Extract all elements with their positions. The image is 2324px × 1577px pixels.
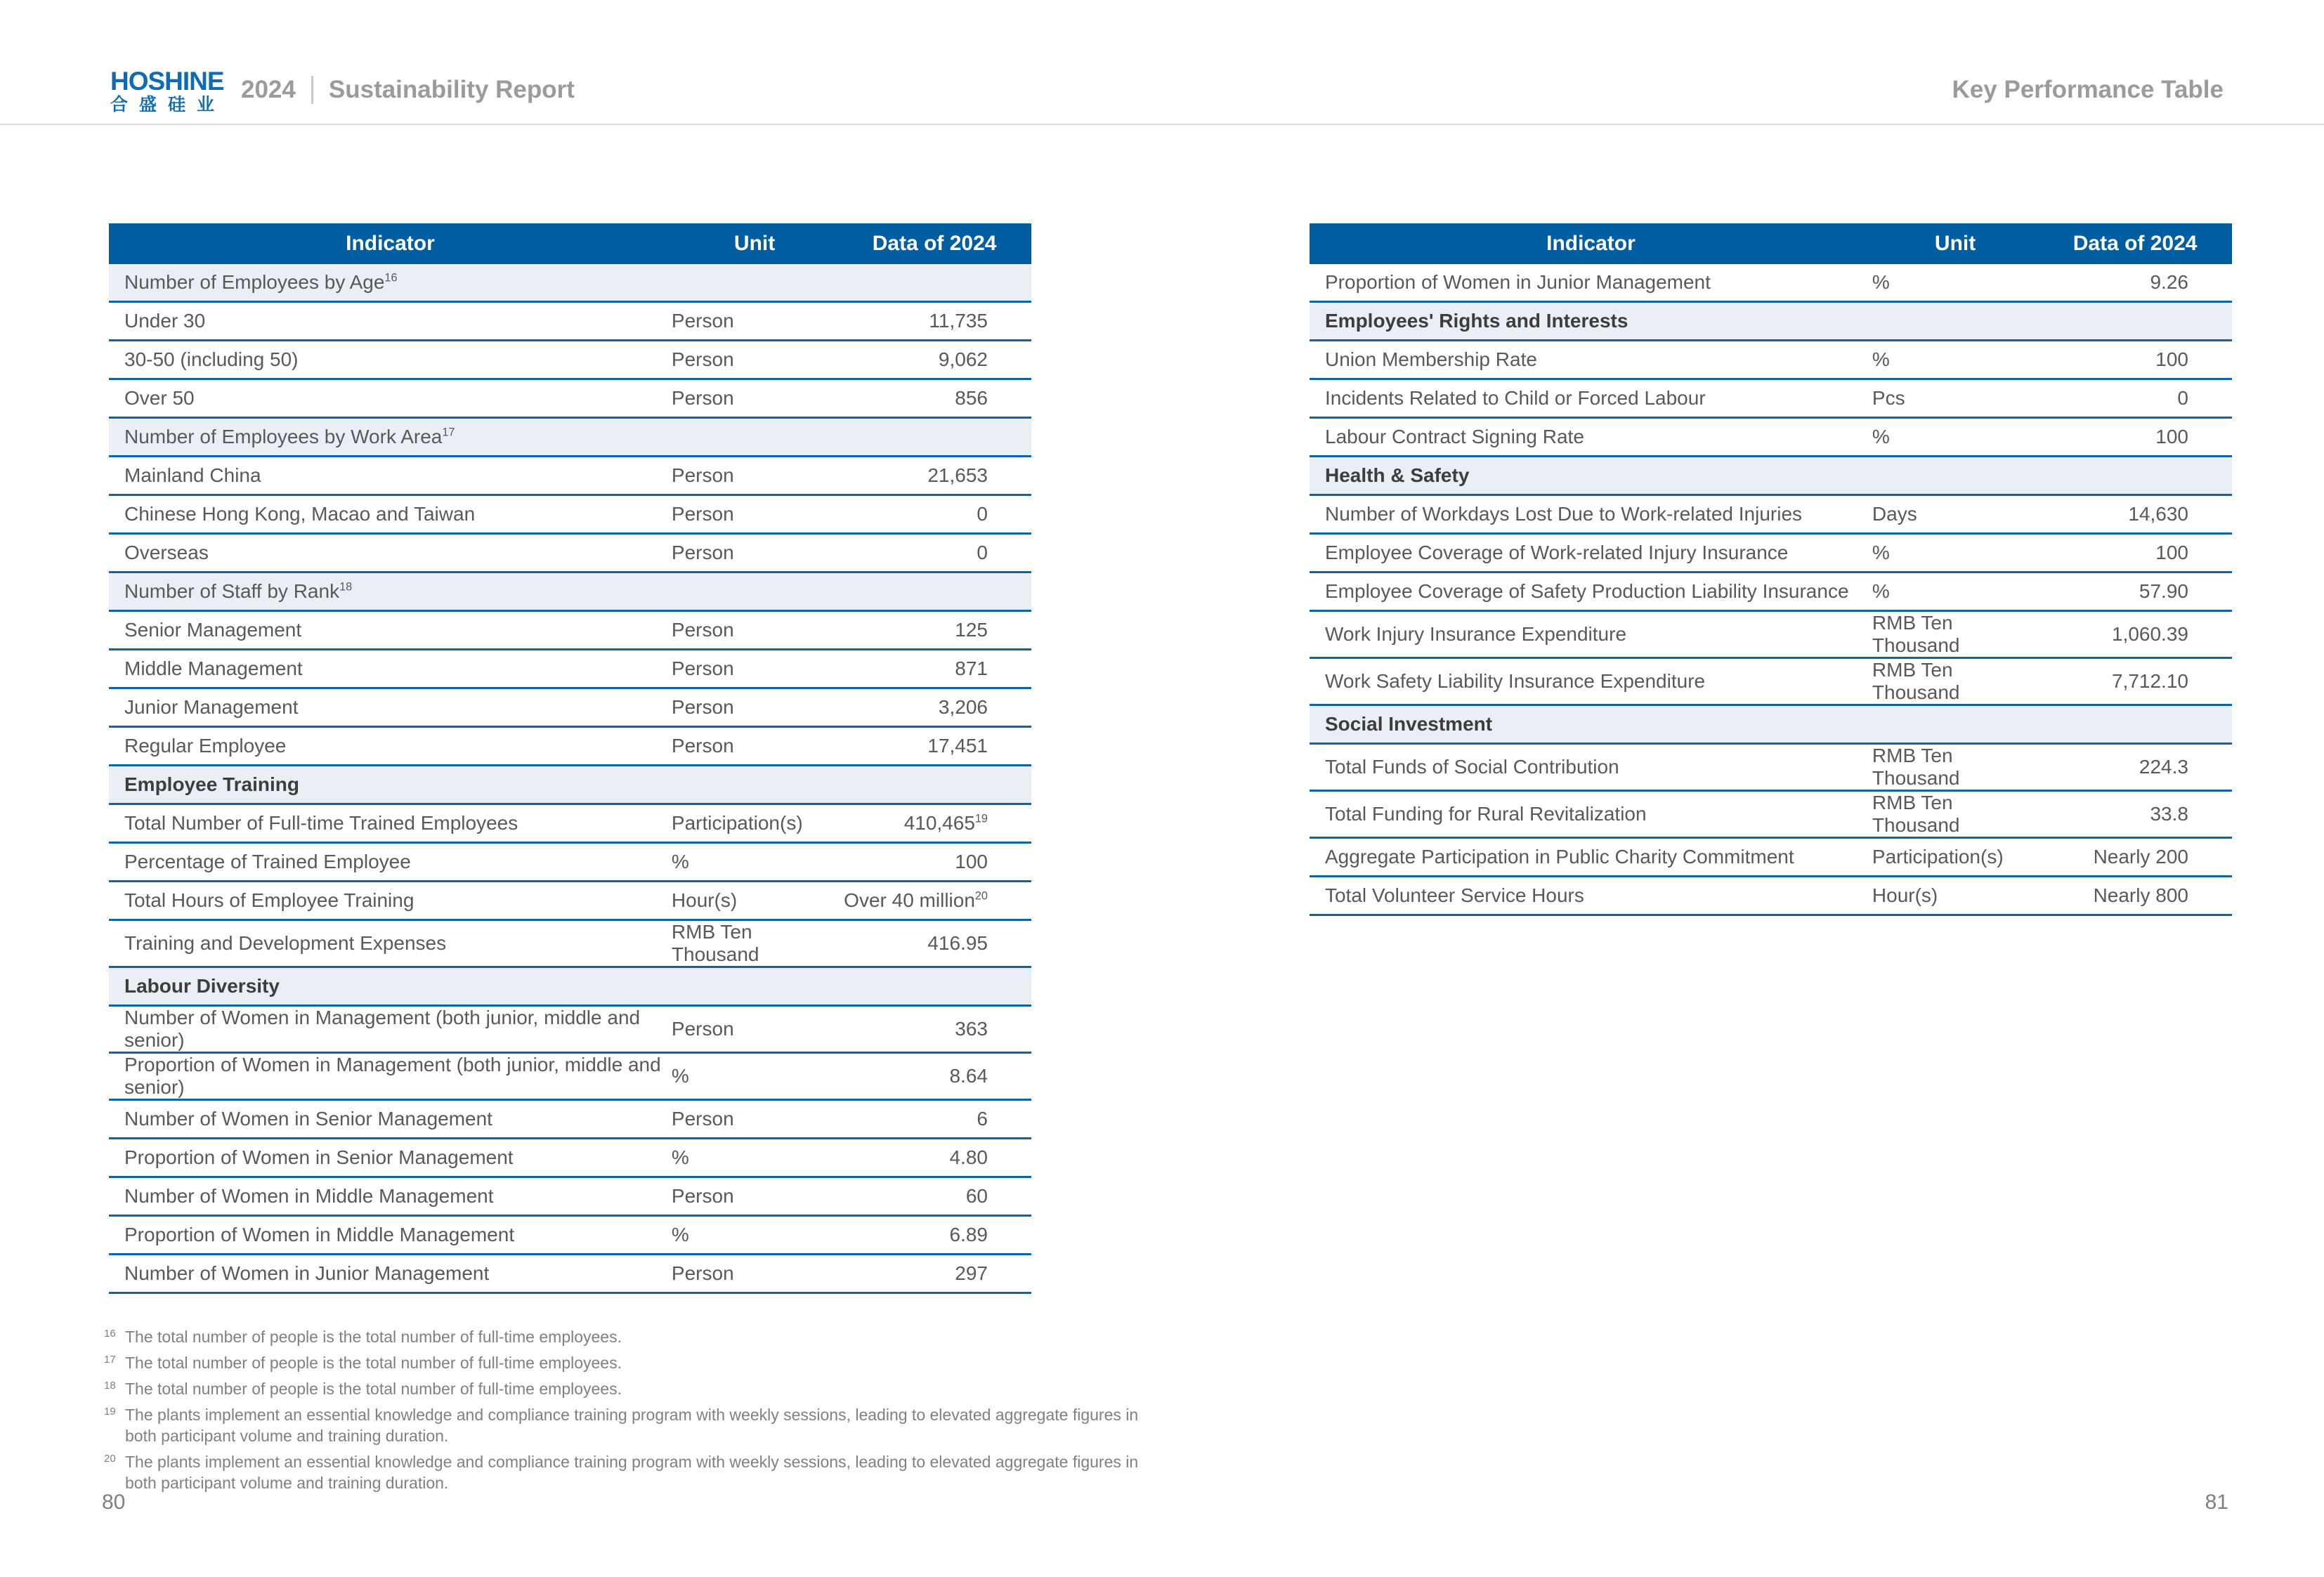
kpi-table-left [109,223,1031,1294]
logo-chinese-text [110,94,214,115]
value-cell: 33.8 [2150,803,2188,825]
unit-cell: Person [671,1262,734,1284]
logo-chinese-char: 盛 [138,95,157,114]
indicator-cell: Total Hours of Employee Training [124,889,414,911]
section-label: Employee Training [124,773,299,795]
value-cell: 14,630 [2128,503,2188,525]
table-row [1310,792,2232,839]
value-cell: Nearly 200 [2093,846,2188,868]
indicator-cell: Training and Development Expenses [124,932,447,954]
value-cell: 100 [2155,542,2188,563]
indicator-cell: Number of Women in Senior Management [124,1108,492,1130]
table-row [1310,573,2232,612]
value-cell: Nearly 800 [2093,884,2188,906]
table-row [109,1139,1031,1178]
unit-cell: RMB Ten Thousand [1872,612,1960,656]
footnote-text: The plants implement an essential knowledge and compliance training program with weekly sessions, leading to elevated aggregate figures in both participant volume and training duration. [125,1453,1139,1492]
indicator-cell: Regular Employee [124,735,287,757]
value-cell: 856 [955,387,988,409]
indicator-cell: Proportion of Women in Senior Management [124,1146,514,1168]
indicator-cell: Proportion of Women in Management (both junior, middle and senior) [124,1054,661,1098]
report-year: 2024 [241,76,296,103]
table-row [109,457,1031,496]
kpi-table-right [1310,223,2232,916]
section-label: Health & Safety [1325,464,1470,486]
indicator-cell: Overseas [124,542,209,563]
indicator-cell: Union Membership Rate [1325,348,1537,370]
value-cell: 21,653 [927,464,988,486]
unit-cell: Person [671,542,734,563]
table-row [109,728,1031,766]
indicator-cell: Employee Coverage of Safety Production Liability Insurance [1325,580,1849,602]
table-row [109,535,1031,573]
indicator-cell: Aggregate Participation in Public Charity Commitment [1325,846,1794,868]
unit-cell: % [1872,271,1890,293]
unit-cell: Participation(s) [1872,846,2004,868]
footnote-item [104,1352,1158,1373]
section-label: Labour Diversity [124,975,280,997]
section-title: Key Performance Table [1952,76,2224,103]
unit-cell: % [671,1224,689,1245]
indicator-cell: Work Injury Insurance Expenditure [1325,623,1627,645]
unit-cell: Person [671,503,734,525]
table-row [109,303,1031,341]
indicator-cell: Incidents Related to Child or Forced Labour [1325,387,1706,409]
unit-cell: Pcs [1872,387,1905,409]
indicator-cell: 30-50 (including 50) [124,348,299,370]
hoshine-logo [110,67,224,115]
footnote-number: 19 [104,1406,116,1418]
table-row [109,612,1031,650]
footnote-text: The plants implement an essential knowledge and compliance training program with weekly sessions, leading to elevated aggregate figures in both participant volume and training duration. [125,1406,1139,1445]
footnote-item [104,1451,1158,1493]
value-cell: 871 [955,657,988,679]
unit-cell: % [1872,580,1890,602]
indicator-cell: Number of Women in Middle Management [124,1185,494,1207]
unit-cell: Hour(s) [671,889,738,911]
indicator-cell: Total Funding for Rural Revitalization [1325,803,1647,825]
section-label: Number of Employees by Work Area$^{17}$ [124,426,455,447]
column-header-unit: Unit [733,232,776,255]
table-row [109,844,1031,882]
indicator-cell: Total Number of Full-time Trained Employees [124,812,518,834]
value-cell: Over 40 million$^{20}$ [844,889,988,911]
section-label: Employees' Rights and Interests [1325,310,1628,332]
indicator-cell: Percentage of Trained Employee [124,851,411,872]
unit-cell: Person [671,619,734,641]
table-row [1310,341,2232,380]
footnote-item [104,1378,1158,1399]
indicator-cell: Junior Management [124,696,299,718]
table-row [1310,264,2232,303]
unit-cell: Hour(s) [1872,884,1938,906]
value-cell: 100 [955,851,988,872]
table-row [1310,535,2232,573]
value-cell: 410,465$^{19}$ [903,812,988,834]
logo-chinese-char: 合 [110,95,129,114]
value-cell: 363 [955,1018,988,1040]
table-row [1310,659,2232,706]
value-cell: 7,712.10 [2111,670,2188,692]
table-section-row [109,968,1031,1007]
column-header-indicator: Indicator [1546,232,1636,255]
unit-cell: Person [671,1018,734,1040]
table-section-row [1310,706,2232,745]
table-row [1310,419,2232,457]
logo-chinese-char: 业 [196,95,214,114]
page-number-left: 80 [102,1491,126,1514]
document-title [241,73,575,107]
table-row [109,1007,1031,1054]
value-cell: 9,062 [938,348,988,370]
value-cell: 6.89 [949,1224,988,1245]
unit-cell: Days [1872,503,1917,525]
unit-cell: Person [671,348,734,370]
table-row [109,1054,1031,1101]
indicator-cell: Number of Women in Junior Management [124,1262,490,1284]
unit-cell: RMB Ten Thousand [1872,659,1960,703]
table-row [1310,745,2232,792]
footnote-text: The total number of people is the total number of full-time employees. [125,1380,622,1398]
table-section-row [109,766,1031,805]
indicator-cell: Proportion of Women in Junior Management [1325,271,1711,293]
table-row [109,882,1031,921]
value-cell: 0 [977,503,988,525]
table-row [109,1178,1031,1217]
page-header [0,0,2324,125]
value-cell: 125 [955,619,988,641]
table-row [109,921,1031,968]
table-row [109,496,1031,535]
unit-cell: Person [671,696,734,718]
unit-cell: RMB Ten Thousand [671,921,759,965]
unit-cell: % [671,1065,689,1087]
table-row [1310,496,2232,535]
table-body [109,264,1031,1294]
unit-cell: % [1872,542,1890,563]
unit-cell: Person [671,657,734,679]
indicator-cell: Mainland China [124,464,261,486]
table-row [109,1255,1031,1294]
value-cell: 297 [955,1262,988,1284]
footnote-number: 17 [104,1354,116,1366]
indicator-cell: Middle Management [124,657,303,679]
table-row [109,689,1031,728]
table-row [109,650,1031,689]
indicator-cell: Over 50 [124,387,195,409]
column-header-indicator: Indicator [346,232,435,255]
column-header-data: Data of 2024 [2072,232,2198,255]
value-cell: 224.3 [2139,756,2188,778]
indicator-cell: Labour Contract Signing Rate [1325,426,1584,447]
indicator-cell: Proportion of Women in Middle Management [124,1224,515,1245]
unit-cell: Person [671,464,734,486]
table-header-row [1310,223,2232,264]
value-cell: 3,206 [938,696,988,718]
value-cell: 416.95 [927,932,988,954]
table-row [109,341,1031,380]
table-section-row [109,419,1031,457]
value-cell: 4.80 [949,1146,988,1168]
value-cell: 8.64 [949,1065,988,1087]
unit-cell: % [671,1146,689,1168]
footnote-text: The total number of people is the total number of full-time employees. [125,1354,622,1372]
section-label: Social Investment [1325,713,1493,735]
indicator-cell: Work Safety Liability Insurance Expenditure [1325,670,1706,692]
unit-cell: % [1872,348,1890,370]
footnote-number: 20 [104,1453,116,1465]
value-cell: 6 [977,1108,988,1130]
unit-cell: % [1872,426,1890,447]
table-row [109,1217,1031,1255]
footnote-number: 16 [104,1328,116,1340]
value-cell: 0 [977,542,988,563]
indicator-cell: Number of Women in Management (both junior, middle and senior) [124,1007,641,1051]
value-cell: 57.90 [2139,580,2188,602]
unit-cell: Participation(s) [671,812,803,834]
indicator-cell: Chinese Hong Kong, Macao and Taiwan [124,503,476,525]
title-divider [311,76,313,104]
table-row [1310,877,2232,916]
value-cell: 100 [2155,426,2188,447]
indicator-cell: Senior Management [124,619,302,641]
value-cell: 60 [965,1185,988,1207]
unit-cell: Person [671,387,734,409]
table-body [1310,264,2232,916]
unit-cell: Person [671,310,734,332]
table-section-row [109,573,1031,612]
column-header-unit: Unit [1934,232,1976,255]
indicator-cell: Total Volunteer Service Hours [1325,884,1584,906]
table-section-row [1310,303,2232,341]
unit-cell: RMB Ten Thousand [1872,792,1960,836]
unit-cell: % [671,851,689,872]
value-cell: 9.26 [2150,271,2188,293]
indicator-cell: Employee Coverage of Work-related Injury Insurance [1325,542,1789,563]
table-row [109,1101,1031,1139]
table-row [1310,612,2232,659]
column-header-data: Data of 2024 [872,232,997,255]
section-label: Number of Staff by Rank$^{18}$ [124,580,353,602]
footnotes [104,1326,1158,1498]
value-cell: 100 [2155,348,2188,370]
unit-cell: RMB Ten Thousand [1872,745,1960,789]
page-number-right: 81 [2205,1491,2228,1514]
section-label: Number of Employees by Age$^{16}$ [124,271,398,293]
logo-wordmark: HOSHINE [110,67,224,96]
logo-chinese-char: 硅 [167,95,185,114]
unit-cell: Person [671,1108,734,1130]
footnote-number: 18 [104,1380,116,1392]
footnote-item [104,1326,1158,1347]
table-section-row [109,264,1031,303]
indicator-cell: Under 30 [124,310,206,332]
value-cell: 11,735 [929,310,988,332]
indicator-cell: Number of Workdays Lost Due to Work-related Injuries [1325,503,1803,525]
table-row [1310,380,2232,419]
value-cell: 17,451 [927,735,988,757]
unit-cell: Person [671,735,734,757]
footnote-item [104,1404,1158,1446]
table-row [109,805,1031,844]
table-section-row [1310,457,2232,496]
table-row [1310,839,2232,877]
table-row [109,380,1031,419]
value-cell: 0 [2177,387,2188,409]
table-header-row [109,223,1031,264]
value-cell: 1,060.39 [2111,623,2188,645]
report-name: Sustainability Report [328,76,575,103]
indicator-cell: Total Funds of Social Contribution [1325,756,1619,778]
footnote-text: The total number of people is the total number of full-time employees. [125,1328,622,1346]
unit-cell: Person [671,1185,734,1207]
